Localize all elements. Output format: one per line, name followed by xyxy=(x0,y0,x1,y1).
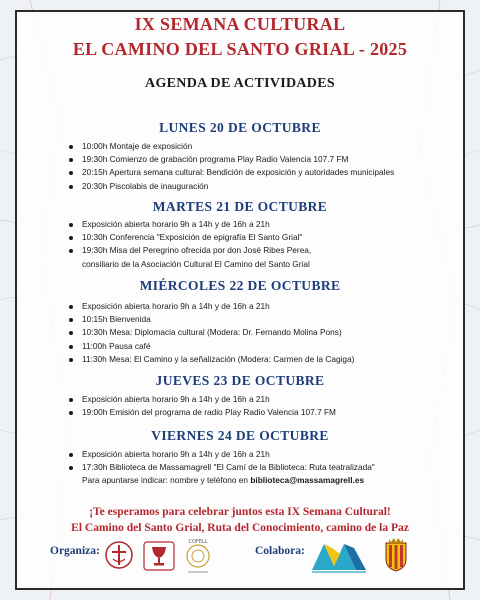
list-item: 11:30h Mesa: El Camino y la señalización (Modera: Carmen de la Cagiga) xyxy=(67,353,354,366)
signup-text: Para apuntarse indicar: nombre y teléfono en xyxy=(82,475,249,486)
activity-list-thursday xyxy=(67,393,336,419)
list-item: 10:30h Mesa: Diplomacia cultural (Modera: Dr. Fernando Molina Pons) xyxy=(67,326,354,339)
massamagrell-logo xyxy=(310,538,368,576)
day-heading-friday: VIERNES 24 DE OCTUBRE xyxy=(151,428,329,443)
list-item: Exposición abierta horario 9h a 14h y de 16h a 21h xyxy=(67,448,375,461)
closing-tagline: El Camino del Santo Grial, Ruta del Conocimiento, camino de la Paz xyxy=(71,522,409,534)
organiza-label: Organiza: xyxy=(50,545,100,557)
email-link[interactable]: biblioteca@massamagrell.es xyxy=(250,475,365,486)
day-heading-tuesday: MARTES 21 DE OCTUBRE xyxy=(152,199,328,214)
activity-list-monday xyxy=(67,140,394,193)
grail-chalice-logo xyxy=(142,540,176,572)
page-title: IX SEMANA CULTURAL xyxy=(134,14,346,34)
activity-list-wednesday xyxy=(67,300,354,366)
list-item: 17:30h Biblioteca de Massamagrell "El Camí de la Biblioteca: Ruta teatralizada" xyxy=(67,461,375,474)
day-heading-thursday: JUEVES 23 DE OCTUBRE xyxy=(155,373,325,388)
coat-of-arms-logo xyxy=(383,537,409,573)
cofell-logo-text: COFELL xyxy=(188,539,208,545)
activity-list-tuesday xyxy=(67,218,311,271)
activity-list-friday xyxy=(67,448,375,488)
list-item: 19:00h Emisión del programa de radio Play Radio Valencia 107.7 FM xyxy=(67,406,336,419)
colabora-label: Colabora: xyxy=(255,545,305,557)
association-seal-logo xyxy=(104,538,134,572)
list-item: 10:15h Bienvenida xyxy=(67,313,354,326)
list-item-continuation: consiliario de la Asociación Cultural El Camino del Santo Grial xyxy=(82,258,310,269)
closing-message: ¡Te esperamos para celebrar juntos esta IX Semana Cultural! xyxy=(89,506,391,518)
list-item: 11:00h Pausa café xyxy=(67,340,354,353)
list-item: Exposición abierta horario 9h a 14h y de 16h a 21h xyxy=(67,218,311,231)
list-item: 20:30h Piscolabis de inauguración xyxy=(67,180,394,193)
list-item-continuation xyxy=(67,474,375,487)
list-item: 19:30h Comienzo de grabación programa Play Radio Valencia 107.7 FM xyxy=(67,153,394,166)
list-item: Exposición abierta horario 9h a 14h y de 16h a 21h xyxy=(67,393,336,406)
page-title-line2: EL CAMINO DEL SANTO GRIAL - 2025 xyxy=(72,39,408,59)
list-item: 20:15h Apertura semana cultural: Bendición de exposición y autoridades municipales xyxy=(67,166,394,179)
list-item: 10:30h Conferencia "Exposición de epigrafía El Santo Grial" xyxy=(67,231,311,244)
agenda-subtitle: AGENDA DE ACTIVIDADES xyxy=(145,76,335,91)
day-heading-wednesday: MIÉRCOLES 22 DE OCTUBRE xyxy=(139,278,341,293)
list-item: Exposición abierta horario 9h a 14h y de 16h a 21h xyxy=(67,300,354,313)
list-item: 10:00h Montaje de exposición xyxy=(67,140,394,153)
cofell-logo xyxy=(183,536,213,576)
list-item: 19:30h Misa del Peregrino ofrecida por don José Ribes Perea, xyxy=(67,244,311,257)
day-heading-monday: LUNES 20 DE OCTUBRE xyxy=(159,120,321,135)
